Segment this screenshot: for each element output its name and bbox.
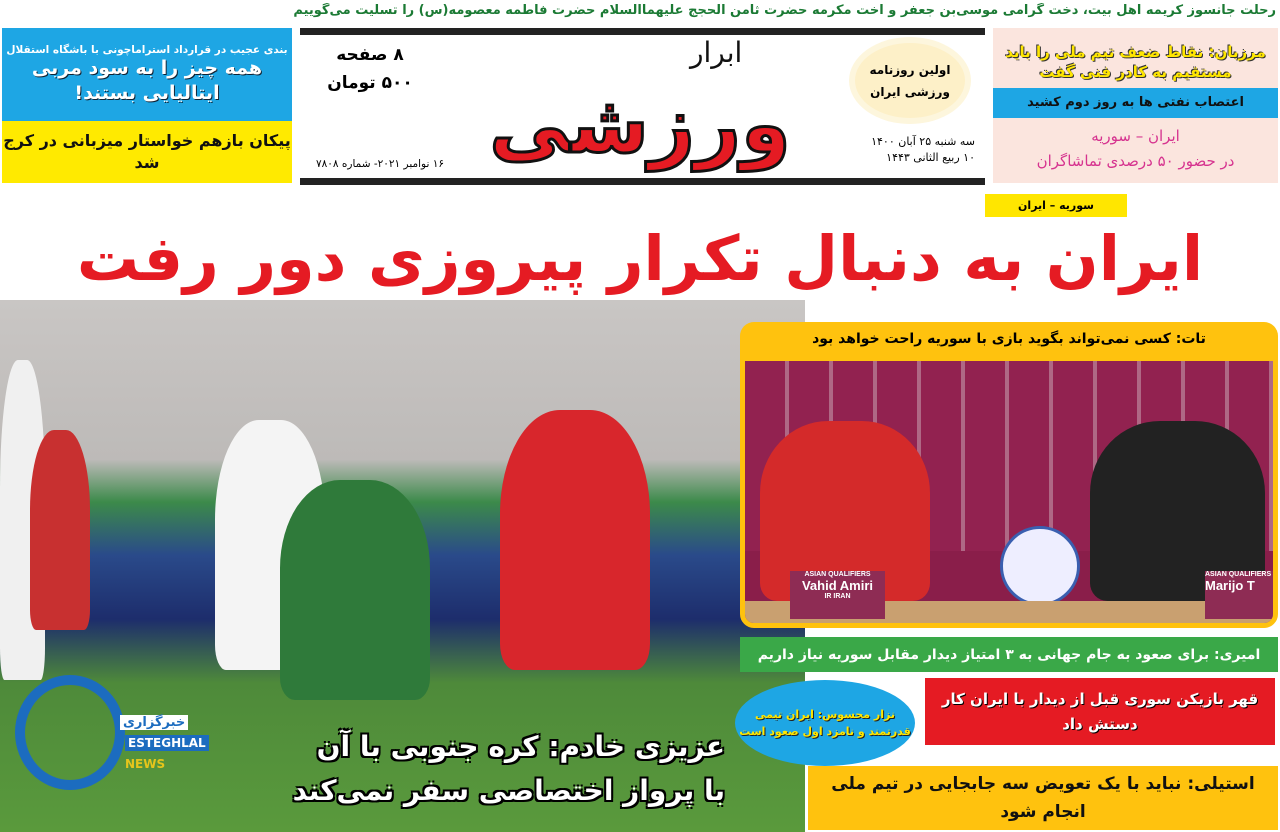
story-azizi-khadem[interactable]: [235, 725, 725, 813]
story-title: همه چیز را به سود مربی ایتالیایی بستند!: [31, 56, 263, 104]
story-amiri[interactable]: امیری: برای صعود به جام جهانی به ۳ امتیاز دیدار مقابل سوریه نیاز داریم: [740, 637, 1278, 672]
hijri-date: ۱۰ ربیع الثانی ۱۴۴۳: [886, 151, 975, 164]
watermark-news: NEWS: [125, 757, 166, 771]
price: ۵۰۰ تومان: [327, 73, 413, 93]
logo-main: ورزشی: [489, 78, 791, 171]
first-sports-daily-badge: اولین روزنامه ورزشی ایران: [855, 43, 965, 118]
story-stramaccioni[interactable]: [2, 28, 292, 121]
watermark-logo-icon: [15, 675, 125, 790]
masthead: [300, 28, 985, 185]
story-title: مرزبان: نقاط ضعف تیم ملی را باید مستقیم به کادر فنی گفت: [1005, 42, 1266, 81]
nameplate-tot: [1205, 571, 1278, 619]
nameplate-amiri: [790, 571, 885, 619]
story-paykan[interactable]: [2, 121, 292, 183]
story-esteili[interactable]: استیلی: نباید با یک تعویض سه جابجایی در تیم ملی انجام شود: [808, 766, 1278, 830]
persian-date-block: [845, 134, 975, 166]
press-conference-photo: [740, 356, 1278, 628]
nameplate-banner: ASIAN QUALIFIERS: [804, 571, 871, 578]
headline-tag: سوریه – ایران: [985, 194, 1127, 217]
nameplate-name: Vahid Amiri: [801, 578, 874, 593]
nameplate-country: IR IRAN: [824, 593, 851, 600]
ball-icon: [1000, 526, 1080, 606]
story-line-1: عزیزی خادم: کره جنوبی با آن: [316, 730, 725, 763]
story-spectators-1: ایران – سوریه: [1091, 126, 1180, 145]
story-syrian-player[interactable]: قهر بازیکن سوری قبل از دیدار با ایران کار دستش داد: [925, 678, 1275, 745]
story-spectators-2: در حضور ۵۰ درصدی تماشاگران: [1036, 151, 1235, 170]
condolence-line: رحلت جانسوز کریمه اهل بیت، دخت گرامی موسی‌بن جعفر و اخت مکرمه حضرت ثامن الحجج علیهماالسلام حضرت فاطمه معصومه(س) را تسلیت می‌گوییم: [293, 3, 1276, 18]
story-title: پیکان بازهم خواستار میزبانی در کرج شد: [3, 131, 291, 172]
gregorian-date: ۱۶ نوامبر ۲۰۲۱- شماره ۷۸۰۸: [315, 158, 445, 170]
story-line-2: با پرواز اختصاصی سفر نمی‌کند: [292, 774, 725, 807]
issue-info: [320, 41, 420, 97]
story-tat-title[interactable]: تات: کسی نمی‌تواند بگوید بازی با سوریه راحت خواهد بود: [740, 322, 1278, 356]
newspaper-logo: [475, 35, 805, 178]
main-headline[interactable]: ایران به دنبال تکرار پیروزی دور رفت: [76, 222, 1204, 295]
goalkeeper-syria: [280, 480, 430, 700]
nameplate-name: Marijo T: [1205, 578, 1255, 593]
page-count: ۸ صفحه: [336, 45, 404, 65]
logo-sub: ابرار: [690, 36, 743, 69]
player-bg: [30, 430, 90, 630]
persian-date: سه شنبه ۲۵ آبان ۱۴۰۰: [871, 135, 975, 148]
esteghlal-news-watermark: [15, 675, 215, 790]
player-syria: [500, 410, 650, 670]
nameplate-banner: ASIAN QUALIFIERS: [1205, 571, 1272, 578]
story-nezar-mahrous[interactable]: نزار محسوس: ایران تیمی قدرتمند و نامزد اول صعود است: [735, 680, 915, 766]
watermark-en: ESTEGHLAL: [125, 735, 209, 751]
story-strike: اعتصاب نفتی ها به روز دوم کشید: [993, 88, 1278, 118]
story-marzban[interactable]: [993, 28, 1278, 183]
story-kicker: بندی عجیب در قرارداد استراماچونی با باشگاه استقلال: [6, 43, 288, 56]
watermark-fa: خبرگزاری: [120, 715, 188, 730]
